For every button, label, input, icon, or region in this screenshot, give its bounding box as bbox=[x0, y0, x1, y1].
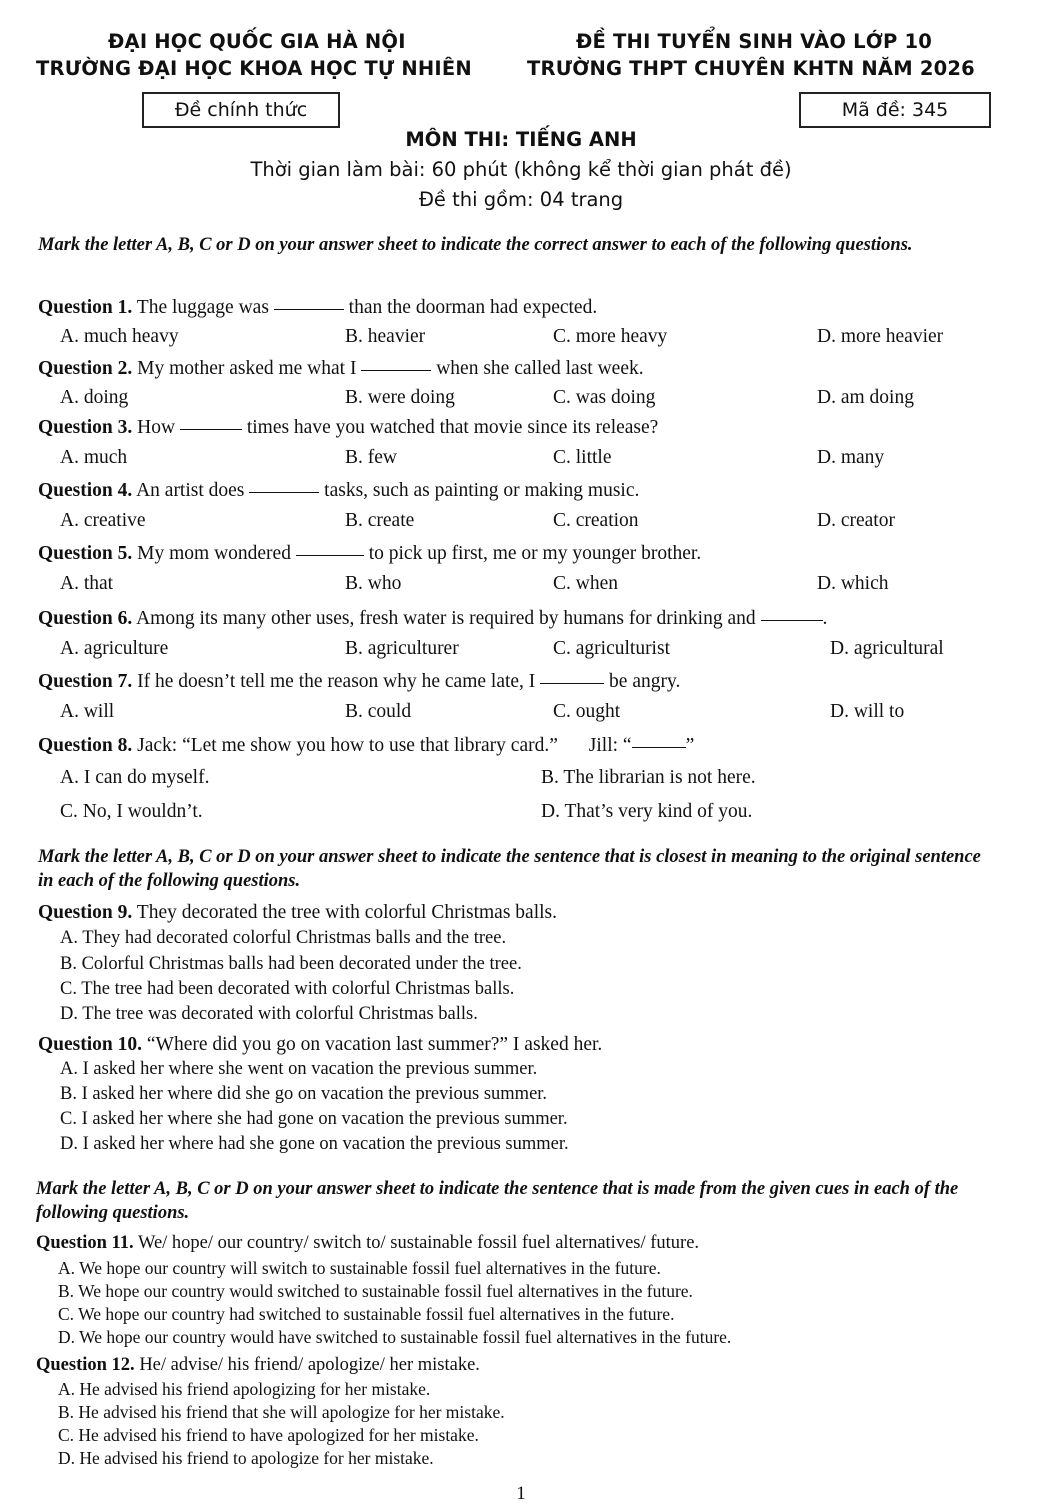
question-number: Question 1. bbox=[38, 297, 133, 318]
q5-option-b[interactable]: B. who bbox=[345, 573, 402, 594]
q7-option-b[interactable]: B. could bbox=[345, 701, 412, 722]
question-text: We/ hope/ our country/ switch to/ sustainable fossil fuel alternatives/ future. bbox=[137, 1233, 700, 1253]
q4-option-b[interactable]: B. create bbox=[345, 510, 415, 531]
q5-option-d[interactable]: D. which bbox=[817, 573, 889, 594]
q10-option-a[interactable]: A. I asked her where she went on vacation the previous summer. bbox=[60, 1059, 538, 1079]
question-5 bbox=[38, 543, 701, 565]
q2-option-d[interactable]: D. am doing bbox=[817, 387, 914, 408]
q3-option-d[interactable]: D. many bbox=[817, 447, 885, 468]
q4-option-a[interactable]: A. creative bbox=[60, 510, 146, 531]
question-number: Question 3. bbox=[38, 417, 133, 438]
q10-option-d[interactable]: D. I asked her where had she gone on vacation the previous summer. bbox=[60, 1134, 569, 1154]
question-9 bbox=[38, 902, 557, 924]
question-text: My mom wondered bbox=[137, 543, 291, 564]
q11-option-c[interactable]: C. We hope our country had switched to sustainable fossil fuel alternatives in the future. bbox=[58, 1304, 675, 1324]
official-label: Đề chính thức bbox=[174, 99, 308, 121]
question-text: be angry. bbox=[609, 671, 681, 692]
section3-instruction: Mark the letter A, B, C or D on your answer sheet to indicate the sentence that is made from the given cues in each of the following questions. bbox=[36, 1179, 959, 1223]
university-name: ĐẠI HỌC QUỐC GIA HÀ NỘI bbox=[108, 30, 406, 53]
q9-option-c[interactable]: C. The tree had been decorated with colorful Christmas balls. bbox=[60, 979, 515, 999]
q6-option-a[interactable]: A. agriculture bbox=[60, 638, 169, 659]
question-number: Question 5. bbox=[38, 543, 133, 564]
question-text: times have you watched that movie since its release? bbox=[246, 417, 659, 438]
question-1 bbox=[38, 297, 597, 319]
question-12 bbox=[36, 1355, 480, 1376]
answer-blank bbox=[180, 428, 242, 430]
q8-option-d[interactable]: D. That’s very kind of you. bbox=[541, 801, 753, 822]
question-text: when she called last week. bbox=[436, 358, 644, 379]
question-number: Question 2. bbox=[38, 358, 133, 379]
question-text: Jack: “Let me show you how to use that library card.” bbox=[137, 735, 558, 756]
question-number: Question 11. bbox=[36, 1233, 134, 1253]
q11-option-b[interactable]: B. We hope our country would switched to sustainable fossil fuel alternatives in the future. bbox=[58, 1281, 693, 1301]
q9-option-b[interactable]: B. Colorful Christmas balls had been decorated under the tree. bbox=[60, 954, 522, 974]
q4-option-c[interactable]: C. creation bbox=[553, 510, 639, 531]
q2-option-c[interactable]: C. was doing bbox=[553, 387, 656, 408]
q12-option-b[interactable]: B. He advised his friend that she will apologize for her mistake. bbox=[58, 1402, 505, 1422]
question-11 bbox=[36, 1233, 699, 1254]
section2-instruction: Mark the letter A, B, C or D on your answer sheet to indicate the sentence that is closest in meaning to the original sentence in each of the following questions. bbox=[38, 847, 981, 891]
answer-blank bbox=[296, 554, 364, 556]
question-6 bbox=[38, 608, 827, 630]
q3-option-c[interactable]: C. little bbox=[553, 447, 612, 468]
answer-blank bbox=[361, 369, 431, 371]
q7-option-a[interactable]: A. will bbox=[60, 701, 115, 722]
q1-option-a[interactable]: A. much heavy bbox=[60, 326, 179, 347]
question-3 bbox=[38, 417, 658, 439]
exam-duration: Thời gian làm bài: 60 phút (không kể thời gian phát đề) bbox=[250, 158, 792, 181]
q8-option-b[interactable]: B. The librarian is not here. bbox=[541, 767, 756, 788]
page-number: 1 bbox=[516, 1483, 526, 1504]
q2-option-a[interactable]: A. doing bbox=[60, 387, 129, 408]
question-10 bbox=[38, 1034, 602, 1056]
question-number: Question 4. bbox=[38, 480, 133, 501]
question-number: Question 10. bbox=[38, 1034, 143, 1055]
question-text: He/ advise/ his friend/ apologize/ her mistake. bbox=[139, 1355, 480, 1375]
q6-option-c[interactable]: C. agriculturist bbox=[553, 638, 670, 659]
section1-instruction: Mark the letter A, B, C or D on your answer sheet to indicate the correct answer to each of the following questions. bbox=[38, 235, 913, 255]
q3-option-a[interactable]: A. much bbox=[60, 447, 128, 468]
q9-option-a[interactable]: A. They had decorated colorful Christmas balls and the tree. bbox=[60, 928, 507, 948]
q11-option-d[interactable]: D. We hope our country would have switched to sustainable fossil fuel alternatives in the future. bbox=[58, 1327, 732, 1347]
answer-blank bbox=[761, 619, 823, 621]
question-number: Question 12. bbox=[36, 1355, 135, 1375]
q12-option-d[interactable]: D. He advised his friend to apologize for her mistake. bbox=[58, 1448, 434, 1468]
question-2 bbox=[38, 358, 644, 380]
question-text: If he doesn’t tell me the reason why he came late, I bbox=[137, 671, 536, 692]
answer-blank bbox=[249, 491, 319, 493]
q1-option-b[interactable]: B. heavier bbox=[345, 326, 426, 347]
q7-option-d[interactable]: D. will to bbox=[830, 701, 905, 722]
q4-option-d[interactable]: D. creator bbox=[817, 510, 895, 531]
question-number: Question 8. bbox=[38, 735, 133, 756]
question-number: Question 6. bbox=[38, 608, 133, 629]
question-text: “Where did you go on vacation last summer?” I asked her. bbox=[146, 1034, 603, 1055]
question-text: than the doorman had expected. bbox=[348, 297, 598, 318]
q12-option-c[interactable]: C. He advised his friend to have apologized for her mistake. bbox=[58, 1425, 479, 1445]
q11-option-a[interactable]: A. We hope our country will switch to sustainable fossil fuel alternatives in the future. bbox=[58, 1258, 661, 1278]
q10-option-c[interactable]: C. I asked her where she had gone on vacation the previous summer. bbox=[60, 1109, 568, 1129]
q8-option-a[interactable]: A. I can do myself. bbox=[60, 767, 210, 788]
exam-subtitle: TRƯỜNG THPT CHUYÊN KHTN NĂM 2026 bbox=[527, 57, 975, 80]
q6-option-d[interactable]: D. agricultural bbox=[830, 638, 944, 659]
question-number: Question 9. bbox=[38, 902, 133, 923]
answer-blank bbox=[274, 308, 344, 310]
exam-code: Mã đề: 345 bbox=[841, 99, 949, 121]
q8-option-c[interactable]: C. No, I wouldn’t. bbox=[60, 801, 203, 822]
question-number: Question 7. bbox=[38, 671, 133, 692]
q7-option-c[interactable]: C. ought bbox=[553, 701, 621, 722]
question-text: They decorated the tree with colorful Christmas balls. bbox=[136, 902, 557, 923]
question-4 bbox=[38, 480, 639, 502]
subject-title: MÔN THI: TIẾNG ANH bbox=[405, 128, 637, 151]
school-name: TRƯỜNG ĐẠI HỌC KHOA HỌC TỰ NHIÊN bbox=[36, 57, 472, 80]
official-label-box bbox=[142, 92, 340, 128]
question-text: tasks, such as painting or making music. bbox=[324, 480, 640, 501]
question-text: ” bbox=[685, 735, 695, 756]
question-text: Among its many other uses, fresh water is required by humans for drinking and bbox=[136, 608, 756, 629]
q5-option-a[interactable]: A. that bbox=[60, 573, 114, 594]
question-text: How bbox=[137, 417, 176, 438]
q10-option-b[interactable]: B. I asked her where did she go on vacation the previous summer. bbox=[60, 1084, 548, 1104]
question-7 bbox=[38, 671, 680, 693]
q12-option-a[interactable]: A. He advised his friend apologizing for her mistake. bbox=[58, 1379, 431, 1399]
question-text-jill: Jill: “ bbox=[588, 735, 632, 756]
exam-title: ĐỀ THI TUYỂN SINH VÀO LỚP 10 bbox=[576, 30, 933, 53]
q5-option-c[interactable]: C. when bbox=[553, 573, 618, 594]
q1-option-c[interactable]: C. more heavy bbox=[553, 326, 668, 347]
q6-option-b[interactable]: B. agriculturer bbox=[345, 638, 459, 659]
page-count: Đề thi gồm: 04 trang bbox=[418, 188, 624, 211]
question-text: An artist does bbox=[136, 480, 245, 501]
question-text: My mother asked me what I bbox=[137, 358, 357, 379]
question-8 bbox=[38, 735, 694, 757]
question-text: to pick up first, me or my younger brother. bbox=[368, 543, 702, 564]
answer-blank bbox=[540, 682, 604, 684]
q1-option-d[interactable]: D. more heavier bbox=[817, 326, 944, 347]
question-text: . bbox=[822, 608, 828, 629]
q2-option-b[interactable]: B. were doing bbox=[345, 387, 455, 408]
q3-option-b[interactable]: B. few bbox=[345, 447, 397, 468]
question-text: The luggage was bbox=[136, 297, 269, 318]
answer-blank bbox=[632, 746, 686, 748]
q9-option-d[interactable]: D. The tree was decorated with colorful Christmas balls. bbox=[60, 1004, 478, 1024]
exam-code-box bbox=[799, 92, 991, 128]
